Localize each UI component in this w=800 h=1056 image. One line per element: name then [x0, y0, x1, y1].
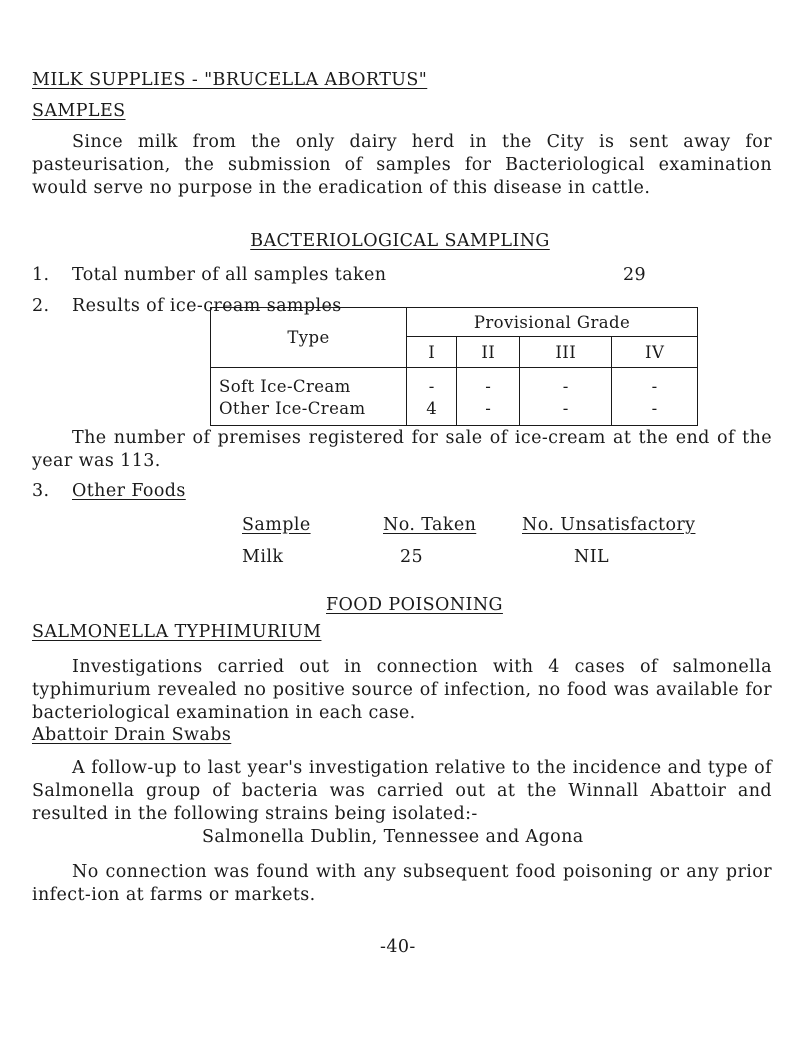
row-labels-cell [211, 368, 407, 426]
item-3-number: 3. [32, 481, 50, 501]
strains-line: Salmonella Dublin, Tennessee and Agona [202, 827, 584, 847]
foods-taken-value: 25 [400, 547, 424, 567]
grade-header: III [520, 337, 612, 368]
page-heading: MILK SUPPLIES - "BRUCELLA ABORTUS" [32, 70, 428, 90]
foods-header-sample: Sample [242, 515, 311, 535]
ice-cream-table [210, 307, 698, 426]
table-value: - [651, 399, 658, 418]
food-poisoning-heading: FOOD POISONING [326, 595, 503, 615]
grade-cell [612, 368, 698, 426]
foods-sample-value: Milk [242, 547, 284, 567]
salmonella-paragraph: Investigations carried out in connection with 4 cases of salmonella typhimurium revealed no positive source of infection, no food was available for bacteriological examination in each case. [32, 657, 772, 723]
grade-cell [407, 368, 457, 426]
item-1-number: 1. [32, 265, 50, 285]
table-value: - [651, 377, 658, 396]
foods-unsatisfactory-value: NIL [574, 547, 610, 567]
salmonella-heading: SALMONELLA TYPHIMURIUM [32, 622, 322, 642]
item-2-number: 2. [32, 296, 50, 316]
row-label: Other Ice-Cream [219, 399, 366, 418]
provisional-grade-header: Provisional Grade [407, 308, 698, 337]
table-value: - [485, 399, 492, 418]
bacteriological-heading: BACTERIOLOGICAL SAMPLING [250, 231, 550, 251]
table-value: - [562, 377, 569, 396]
grade-cell [457, 368, 520, 426]
samples-heading: SAMPLES [32, 101, 126, 121]
type-header: Type [211, 308, 407, 368]
item-3-label: Other Foods [72, 481, 186, 501]
samples-paragraph: Since milk from the only dairy herd in the City is sent away for pasteurisation, the submission of samples for Bacteriological examination would serve no purpose in the eradication of this disease in cattle. [32, 132, 772, 198]
foods-header-unsatisfactory: No. Unsatisfactory [522, 515, 696, 535]
foods-header-taken: No. Taken [383, 515, 477, 535]
item-2-label: Results of ice-cream samples [72, 296, 342, 316]
table-value: - [485, 377, 492, 396]
grade-header: II [457, 337, 520, 368]
page-number: -40- [380, 937, 416, 957]
row-label: Soft Ice-Cream [219, 377, 351, 396]
table-value: - [428, 377, 435, 396]
grade-cell [520, 368, 612, 426]
abattoir-heading: Abattoir Drain Swabs [32, 725, 232, 745]
item-1-value: 29 [623, 265, 647, 285]
table-value: 4 [426, 399, 438, 418]
abattoir-paragraph: A follow-up to last year's investigation relative to the incidence and type of Salmonella group of bacteria was carried out at the Winnall Abattoir and resulted in the following strains being isolated:- [32, 758, 772, 824]
premises-paragraph: The number of premises registered for sale of ice-cream at the end of the year was 113. [32, 428, 772, 471]
item-1-label: Total number of all samples taken [72, 265, 387, 285]
table-value: - [562, 399, 569, 418]
grade-header: IV [612, 337, 698, 368]
final-paragraph: No connection was found with any subsequent food poisoning or any prior infect-ion at farms or markets. [32, 862, 772, 905]
grade-header: I [407, 337, 457, 368]
